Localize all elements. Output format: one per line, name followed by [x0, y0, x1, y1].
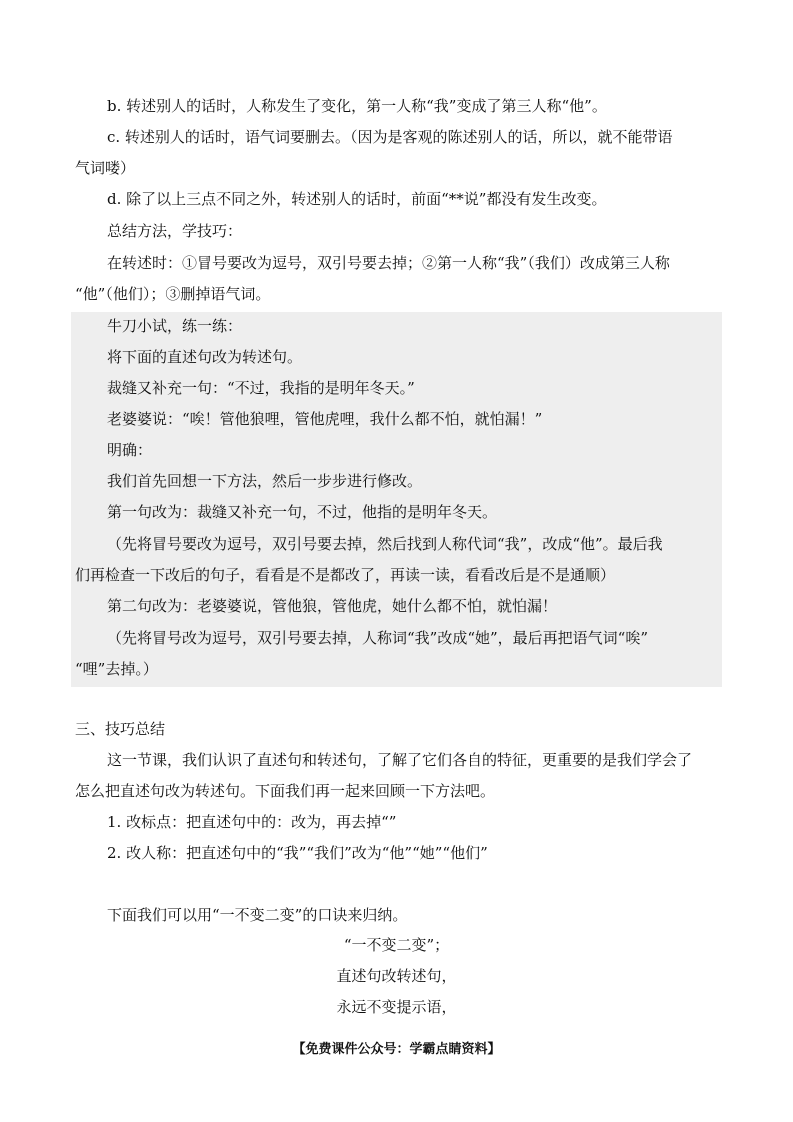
note-c-line-1: c. 转述别人的话时，语气词要删去。（因为是客观的陈述别人的话，所以，就不能带语 [107, 128, 673, 146]
answer-1: 第一句改为：裁缝又补充一句，不过，他指的是明年冬天。 [107, 503, 498, 521]
section-heading: 三、技巧总结 [75, 720, 166, 738]
page-footer: 【免费课件公众号：学霸点睛资料】 [292, 1042, 501, 1057]
note-2-line-2: “哩”去掉。） [75, 660, 158, 678]
answer-label: 明确： [107, 441, 153, 459]
practice-sentence-2: 老婆婆说：“唉！管他狼哩，管他虎哩，我什么都不怕，就怕漏！” [107, 410, 543, 428]
summary-line-2: “他”（他们）；③删掉语气词。 [75, 285, 271, 303]
note-1-line-1: （先将冒号要改为逗号，双引号要去掉，然后找到人称代词“我”，改成“他”。最后我 [107, 535, 663, 553]
method-item-2: 2. 改人称：把直述句中的“我”“我们”改为“他”“她”“他们” [107, 844, 488, 862]
method-item-1: 1. 改标点：把直述句中的：改为，再去掉“” [107, 813, 397, 831]
mnemonic-verse-2: 直述句改转述句， [336, 967, 457, 985]
note-c-line-2: 气词喽） [75, 159, 136, 177]
mnemonic-verse-3: 永远不变提示语， [336, 998, 457, 1016]
practice-instruction: 将下面的直述句改为转述句。 [107, 348, 303, 366]
note-2-line-1: （先将冒号改为逗号，双引号要去掉，人称词“我”改成“她”，最后再把语气词“唉” [107, 629, 649, 647]
mnemonic-verse-1: “一不变二变”； [343, 936, 450, 954]
note-b: b. 转述别人的话时，人称发生了变化，第一人称“我”变成了第三人称“他”。 [107, 97, 607, 115]
note-d: d. 除了以上三点不同之外，转述别人的话时，前面“**说”都没有发生改变。 [107, 190, 607, 208]
summary-para-line-1: 这一节课，我们认识了直述句和转述句，了解了它们各自的特征，更重要的是我们学会了 [107, 751, 693, 769]
answer-intro: 我们首先回想一下方法，然后一步步进行修改。 [107, 472, 423, 490]
summary-heading: 总结方法，学技巧： [107, 222, 243, 240]
practice-sentence-1: 裁缝又补充一句：“不过，我指的是明年冬天。” [107, 379, 415, 397]
summary-line-1: 在转述时：①冒号要改为逗号，双引号要去掉；②第一人称“我”（我们）改成第三人称 [107, 254, 670, 272]
mnemonic-intro: 下面我们可以用“一不变二变”的口诀来归纳。 [107, 906, 408, 924]
summary-para-line-2: 怎么把直述句改为转述句。下面我们再一起来回顾一下方法吧。 [75, 782, 496, 800]
practice-title: 牛刀小试，练一练： [107, 317, 243, 335]
answer-2: 第二句改为：老婆婆说，管他狼，管他虎，她什么都不怕，就怕漏！ [107, 597, 558, 615]
note-1-line-2: 们再检查一下改后的句子，看看是不是都改了，再读一读，看看改后是不是通顺） [75, 566, 616, 584]
